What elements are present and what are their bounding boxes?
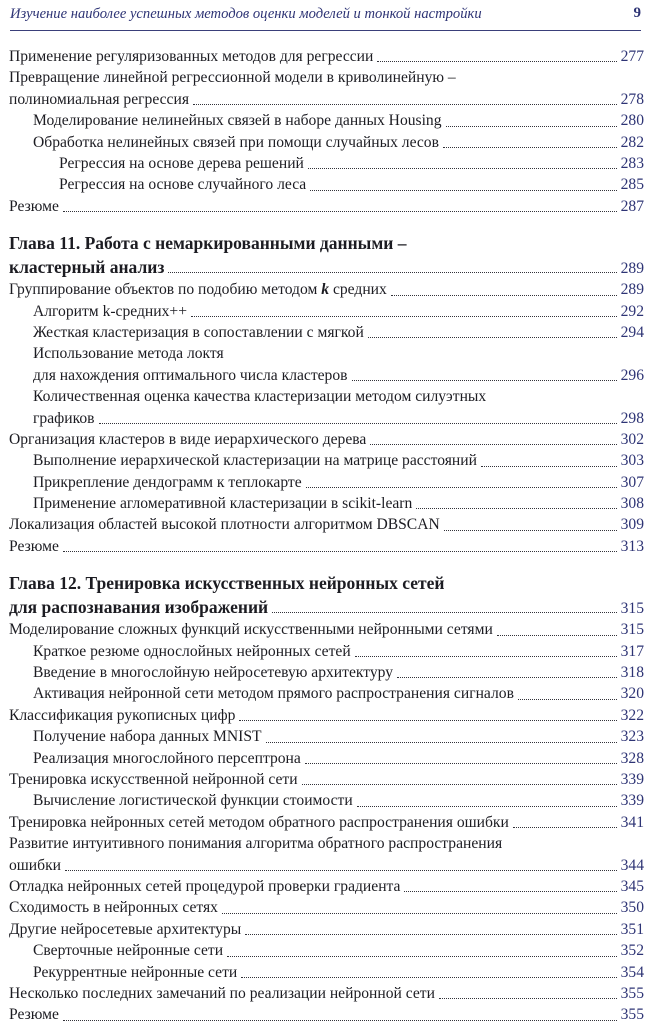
toc-entry-page: 285 bbox=[620, 176, 644, 194]
toc-entry[interactable] bbox=[9, 619, 644, 640]
toc-entry-title: Тренировка нейронных сетей методом обратного распространения ошибки bbox=[9, 813, 509, 831]
toc-subentry[interactable] bbox=[9, 662, 644, 683]
dot-leader bbox=[497, 635, 617, 636]
toc-entry-title-line2: графиков bbox=[33, 409, 95, 427]
toc-subsubentry[interactable] bbox=[9, 174, 644, 195]
toc-entry-page: 355 bbox=[620, 984, 644, 1002]
toc-entry[interactable] bbox=[9, 429, 644, 450]
toc-entry-title: Алгоритм k-средних++ bbox=[33, 302, 188, 320]
running-header-title: Изучение наиболее успешных методов оценки моделей и тонкой настройки bbox=[10, 6, 482, 22]
chapter-11-heading-cont[interactable] bbox=[9, 255, 644, 279]
toc-entry-title: Жесткая кластеризация в сопоставлении с мягкой bbox=[33, 323, 364, 341]
toc-subentry[interactable] bbox=[9, 748, 644, 769]
toc-entry-page: 355 bbox=[620, 1006, 644, 1024]
toc-subsubentry[interactable] bbox=[9, 153, 644, 174]
toc-entry-page: 302 bbox=[620, 430, 644, 448]
toc-entry[interactable] bbox=[9, 897, 644, 918]
dot-leader bbox=[439, 998, 617, 999]
toc-entry-title: Регрессия на основе случайного леса bbox=[59, 176, 307, 194]
toc-entry[interactable] bbox=[9, 514, 644, 535]
chapter-page: 315 bbox=[620, 600, 644, 618]
toc-entry-title: Классификация рукописных цифр bbox=[9, 706, 236, 724]
dot-leader bbox=[368, 337, 617, 338]
toc-subentry[interactable] bbox=[9, 683, 644, 704]
chapter-title-line1: Глава 11. Работа с немаркированными данными – bbox=[9, 233, 407, 254]
toc-entry-page: 351 bbox=[620, 920, 644, 938]
toc-entry[interactable] bbox=[9, 1004, 644, 1025]
toc-entry-page: 283 bbox=[620, 154, 644, 172]
chapter-page: 289 bbox=[620, 260, 644, 278]
toc-entry-page: 289 bbox=[620, 281, 644, 299]
toc-entry-page: 296 bbox=[620, 366, 644, 384]
dot-leader bbox=[193, 104, 617, 105]
toc-entry[interactable] bbox=[9, 833, 644, 876]
toc-entry[interactable] bbox=[9, 983, 644, 1004]
toc-entry-title: Регрессия на основе дерева решений bbox=[59, 154, 304, 172]
toc-entry[interactable] bbox=[9, 769, 644, 790]
dot-leader bbox=[443, 147, 617, 148]
toc-entry-title: Применение регуляризованных методов для регрессии bbox=[9, 48, 374, 65]
chapter-title-line1: Глава 12. Тренировка искусственных нейронных сетей bbox=[9, 573, 445, 594]
dot-leader bbox=[481, 466, 617, 467]
toc-entry-page: 303 bbox=[620, 452, 644, 470]
dot-leader bbox=[99, 423, 617, 424]
toc-entry-title: Организация кластеров в виде иерархического дерева bbox=[9, 430, 367, 448]
dot-leader bbox=[377, 61, 616, 62]
toc-entry-title: Группирование объектов по подобию методом k средних bbox=[9, 281, 387, 299]
toc-entry[interactable] bbox=[9, 536, 644, 557]
toc-entry-title-line1: Развитие интуитивного понимания алгоритма обратного распространения bbox=[9, 835, 503, 853]
chapter-12-heading-cont[interactable] bbox=[9, 595, 644, 619]
toc-entry-page: 278 bbox=[620, 90, 644, 108]
toc-entry-page: 292 bbox=[620, 302, 644, 320]
toc-entry[interactable] bbox=[9, 196, 644, 217]
dot-leader bbox=[444, 530, 617, 531]
toc-entry-page: 344 bbox=[620, 856, 644, 874]
dot-leader bbox=[65, 870, 617, 871]
toc-entry-page: 339 bbox=[620, 770, 644, 788]
toc-entry-page: 341 bbox=[620, 813, 644, 831]
chapter-12-heading[interactable] bbox=[9, 571, 644, 595]
toc-entry-title: Резюме bbox=[9, 537, 59, 555]
dot-leader bbox=[355, 656, 617, 657]
dot-leader bbox=[266, 742, 617, 743]
dot-leader bbox=[222, 913, 617, 914]
toc-entry[interactable] bbox=[9, 876, 644, 897]
dot-leader bbox=[370, 444, 616, 445]
toc-entry-page: 323 bbox=[620, 728, 644, 746]
dot-leader bbox=[63, 211, 617, 212]
toc-subentry[interactable] bbox=[9, 110, 644, 131]
toc-subentry[interactable] bbox=[9, 641, 644, 662]
toc-entry-title-line2: полиномиальная регрессия bbox=[9, 90, 189, 108]
toc-subentry[interactable] bbox=[9, 726, 644, 747]
toc-entry-title: Локализация областей высокой плотности алгоритмом DBSCAN bbox=[9, 516, 440, 534]
dot-leader bbox=[308, 168, 617, 169]
toc-subentry[interactable] bbox=[9, 343, 644, 386]
dot-leader bbox=[416, 508, 616, 509]
toc-entry[interactable] bbox=[9, 279, 644, 300]
dot-leader bbox=[272, 612, 616, 613]
dot-leader bbox=[241, 977, 616, 978]
toc-entry[interactable] bbox=[9, 705, 644, 726]
toc-entry-title: Резюме bbox=[9, 197, 59, 215]
toc-subentry[interactable] bbox=[9, 132, 644, 153]
toc-entry-page: 277 bbox=[620, 48, 644, 65]
dot-leader bbox=[518, 699, 617, 700]
dot-leader bbox=[239, 720, 616, 721]
toc-entry-page: 339 bbox=[620, 792, 644, 810]
toc-entry-page: 282 bbox=[620, 133, 644, 151]
toc-entry-page: 345 bbox=[620, 877, 644, 895]
toc-entry-page: 308 bbox=[620, 495, 644, 513]
toc-entry-page: 354 bbox=[620, 963, 644, 981]
dot-leader bbox=[391, 295, 617, 296]
toc-entry-title-line1: Количественная оценка качества кластеризации методом силуэтных bbox=[33, 388, 487, 406]
toc-entry-title: Тренировка искусственной нейронной сети bbox=[9, 770, 298, 788]
dot-leader bbox=[302, 784, 617, 785]
toc-entry-title: Вычисление логистической функции стоимости bbox=[33, 792, 353, 810]
toc-entry-title: Резюме bbox=[9, 1006, 59, 1024]
toc-entry-title-line1: Использование метода локтя bbox=[33, 345, 224, 363]
dot-leader bbox=[310, 190, 616, 191]
dot-leader bbox=[245, 934, 616, 935]
toc-subentry[interactable] bbox=[9, 940, 644, 961]
toc-entry-title: Обработка нелинейных связей при помощи случайных лесов bbox=[33, 133, 439, 151]
toc-entry-page: 309 bbox=[620, 516, 644, 534]
toc-entry-title: Прикрепление дендограмм к теплокарте bbox=[33, 473, 302, 491]
toc-entry-page: 313 bbox=[620, 537, 644, 555]
toc-entry-title-line1: Превращение линейной регрессионной модели в криволинейную – bbox=[9, 69, 456, 87]
toc-entry[interactable] bbox=[9, 67, 644, 110]
toc-entry-page: 322 bbox=[620, 706, 644, 724]
toc-subentry[interactable] bbox=[9, 301, 644, 322]
toc-entry-title: Отладка нейронных сетей процедурой проверки градиента bbox=[9, 877, 401, 895]
toc-entry-title: Сходимость в нейронных сетях bbox=[9, 899, 218, 917]
toc-entry-title: Несколько последних замечаний по реализации нейронной сети bbox=[9, 984, 435, 1002]
dot-leader bbox=[352, 380, 617, 381]
toc-subentry[interactable] bbox=[9, 493, 644, 514]
toc-entry-title: Применение агломеративной кластеризации в scikit-learn bbox=[33, 495, 413, 513]
toc-entry-title: Сверточные нейронные сети bbox=[33, 942, 224, 960]
dot-leader bbox=[446, 126, 617, 127]
toc-entry-page: 318 bbox=[620, 664, 644, 682]
toc-entry[interactable] bbox=[9, 812, 644, 833]
table-of-contents bbox=[9, 46, 644, 1026]
dot-leader bbox=[306, 487, 617, 488]
toc-entry-title: Другие нейросетевые архитектуры bbox=[9, 920, 242, 938]
toc-entry-page: 280 bbox=[620, 112, 644, 130]
toc-entry-title: Рекуррентные нейронные сети bbox=[33, 963, 238, 981]
toc-entry-page: 298 bbox=[620, 409, 644, 427]
toc-entry-page: 320 bbox=[620, 685, 644, 703]
toc-subentry[interactable] bbox=[9, 962, 644, 983]
dot-leader bbox=[168, 272, 616, 273]
toc-entry-page: 307 bbox=[620, 473, 644, 491]
toc-entry-page: 352 bbox=[620, 942, 644, 960]
toc-subentry[interactable] bbox=[9, 472, 644, 493]
toc-entry-title: Получение набора данных MNIST bbox=[33, 728, 262, 746]
toc-entry-title: Моделирование нелинейных связей в наборе данных Housing bbox=[33, 112, 442, 130]
toc-subentry[interactable] bbox=[9, 450, 644, 471]
toc-entry-title: Выполнение иерархической кластеризации на матрице расстояний bbox=[33, 452, 477, 470]
toc-entry-page: 287 bbox=[620, 197, 644, 215]
toc-entry-page: 350 bbox=[620, 899, 644, 917]
toc-entry-page: 294 bbox=[620, 323, 644, 341]
toc-subentry[interactable] bbox=[9, 386, 644, 429]
toc-entry-title: Введение в многослойную нейросетевую архитектуру bbox=[33, 664, 394, 682]
dot-leader bbox=[404, 891, 616, 892]
toc-entry[interactable] bbox=[9, 46, 644, 67]
toc-entry-title: Активация нейронной сети методом прямого распространения сигналов bbox=[33, 685, 514, 703]
toc-entry-title-line2: для нахождения оптимального числа кластеров bbox=[33, 366, 348, 384]
toc-entry-title: Реализация многослойного персептрона bbox=[33, 749, 301, 767]
running-header bbox=[10, 4, 641, 31]
toc-entry-page: 315 bbox=[620, 621, 644, 639]
dot-leader bbox=[357, 806, 617, 807]
toc-entry-page: 328 bbox=[620, 749, 644, 767]
dot-leader bbox=[397, 677, 617, 678]
toc-entry-title: Моделирование сложных функций искусственными нейронными сетями bbox=[9, 621, 493, 639]
dot-leader bbox=[305, 763, 617, 764]
page-number: 9 bbox=[633, 5, 641, 21]
toc-subentry[interactable] bbox=[9, 790, 644, 811]
chapter-title-line2: кластерный анализ bbox=[9, 257, 165, 278]
toc-entry-title-line2: ошибки bbox=[9, 856, 62, 874]
dot-leader bbox=[63, 551, 617, 552]
toc-entry[interactable] bbox=[9, 919, 644, 940]
dot-leader bbox=[513, 827, 617, 828]
dot-leader bbox=[191, 316, 617, 317]
toc-entry-page: 317 bbox=[620, 642, 644, 660]
dot-leader bbox=[227, 956, 617, 957]
dot-leader bbox=[63, 1020, 617, 1021]
toc-subentry[interactable] bbox=[9, 322, 644, 343]
chapter-11-heading[interactable] bbox=[9, 231, 644, 255]
chapter-title-line2: для распознавания изображений bbox=[9, 597, 269, 618]
toc-entry-title: Краткое резюме однослойных нейронных сетей bbox=[33, 642, 351, 660]
